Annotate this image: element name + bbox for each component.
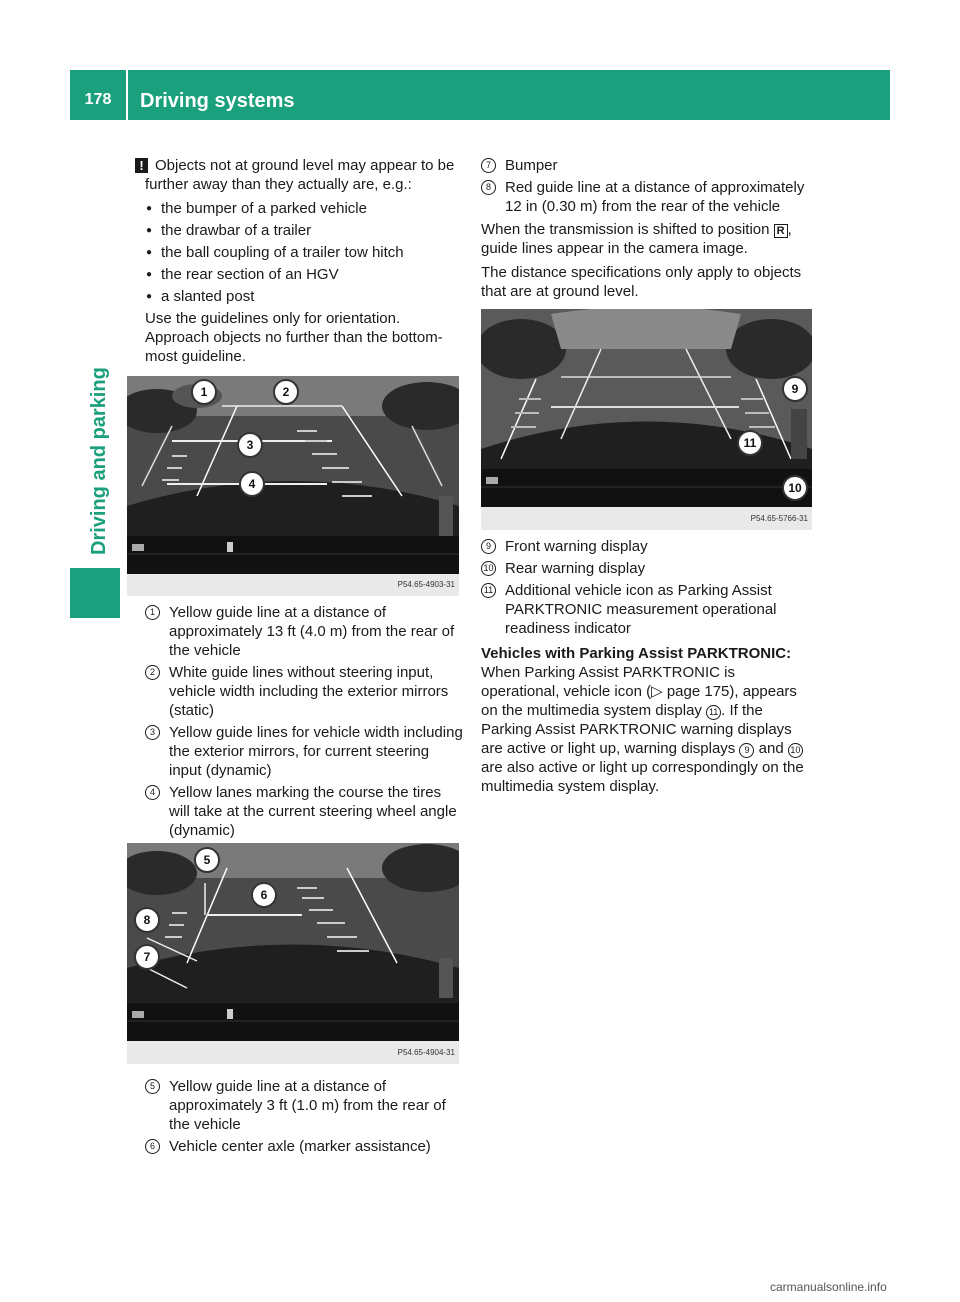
list-item [481,156,813,175]
callout-4: 4 [239,471,265,497]
bullet-list [145,199,463,306]
guideline-paragraph [145,309,463,366]
legend-text: Rear warning display [505,560,646,577]
callout-11: 11 [737,430,763,456]
callout-1: 1 [191,379,217,405]
callout-8: 8 [134,907,160,933]
image-code: P54.65-5766-31 [750,514,808,523]
section-title: Driving systems [140,90,295,112]
callout-number: 4 [145,785,160,800]
list-item [145,783,463,840]
list-item [481,559,813,578]
list-item: ● the drawbar of a trailer [145,221,463,240]
paragraph-text: ), appears on the multimedia system display [481,683,797,719]
paragraph-text: When the transmission is shifted to position [481,221,770,238]
list-item: ● the rear section of an HGV [145,265,463,284]
side-tab-block [70,568,120,618]
callout-7: 7 [134,944,160,970]
legend-text: Bumper [505,157,558,174]
callout-10: 10 [782,475,808,501]
legend-text: Yellow guide lines for vehicle width including the exterior mirrors, for current steering input (dynamic) [169,724,463,779]
transmission-paragraph [481,220,813,258]
callout-number: 9 [481,539,496,554]
legend-2 [145,1077,463,1159]
legend-text: Red guide line at a distance of approximately 12 in (0.30 m) from the rear of the vehicle [505,179,805,215]
list-item [481,537,813,556]
paragraph-text: and [758,740,784,757]
camera-image-2 [127,843,459,1064]
right-column-lower [481,537,813,801]
left-column [139,156,463,366]
paragraph-text: , guide lines appear in the camera image. [481,221,792,257]
side-tab-label: Driving and parking [88,367,110,555]
list-item: ● the bumper of a parked vehicle [145,199,463,218]
callout-number: 7 [481,158,496,173]
list-item [481,581,813,638]
legend-text: Vehicle center axle (marker assistance) [169,1138,431,1155]
paragraph-text: Approach objects no further than the bottom-most guideline. [145,329,443,365]
list-item [145,1137,463,1156]
distance-paragraph: The distance specifications only apply to objects that are at ground level. [481,264,802,300]
section-heading: Vehicles with Parking Assist PARKTRONIC: [481,645,792,662]
legend-1 [145,603,463,843]
callout-number: 5 [145,1079,160,1094]
callout-number: 11 [481,583,496,598]
camera-image-3 [481,309,812,530]
list-item: ● the ball coupling of a trailer tow hitch [145,243,463,262]
header-divider [126,70,128,120]
paragraph-text: . If the Parking Assist PARKTRONIC warning displays are active or light up, warning displays [481,702,792,757]
list-item [145,603,463,660]
page-reference-link[interactable]: ▷ page 175 [651,683,730,700]
list-item [481,178,813,216]
watermark: carmanualsonline.info [770,1280,887,1294]
list-item [145,663,463,720]
callout-6: 6 [251,882,277,908]
legend-text: White guide lines without steering input, vehicle width including the exterior mirrors (static) [169,664,449,719]
image-code: P54.65-4903-31 [397,580,455,589]
callout-reference: 9 [739,743,754,758]
legend-text: Additional vehicle icon as Parking Assist PARKTRONIC measurement operational readiness indicator [505,582,777,637]
warning-text: Objects not at ground level may appear to be further away than they actually are, e.g.: [145,157,455,193]
warning-icon: ! [135,158,148,173]
legend-text: Yellow guide line at a distance of approximately 13 ft (4.0 m) from the rear of the vehicle [169,604,455,659]
image-code: P54.65-4904-31 [397,1048,455,1057]
callout-number: 1 [145,605,160,620]
gear-r-icon: R [774,224,788,238]
list-item [145,723,463,780]
list-item [145,1077,463,1134]
list-item: ● a slanted post [145,287,463,306]
paragraph-text: are also active or light up correspondingly on the multimedia system display. [481,759,804,795]
callout-reference: 11 [706,705,721,720]
camera-image-1 [127,376,459,596]
right-column [481,156,813,306]
callout-number: 6 [145,1139,160,1154]
callout-9: 9 [782,376,808,402]
callout-number: 8 [481,180,496,195]
paragraph-text: Use the guidelines only for orientation. [145,310,401,327]
legend-text: Yellow guide line at a distance of approximately 3 ft (1.0 m) from the rear of the vehicle [169,1078,446,1133]
callout-number: 3 [145,725,160,740]
callout-number: 2 [145,665,160,680]
callout-reference: 10 [788,743,803,758]
legend-text: Yellow lanes marking the course the tires will take at the current steering wheel angle (dynamic) [169,784,457,839]
paragraph-text: When Parking Assist PARKTRONIC is operational, vehicle icon ( [481,664,735,700]
legend-text: Front warning display [505,538,648,555]
callout-2: 2 [273,379,299,405]
page-number: 178 [84,91,112,108]
callout-5: 5 [194,847,220,873]
parktronic-paragraph [481,663,813,796]
callout-3: 3 [237,432,263,458]
warning-paragraph [139,156,463,194]
callout-number: 10 [481,561,496,576]
